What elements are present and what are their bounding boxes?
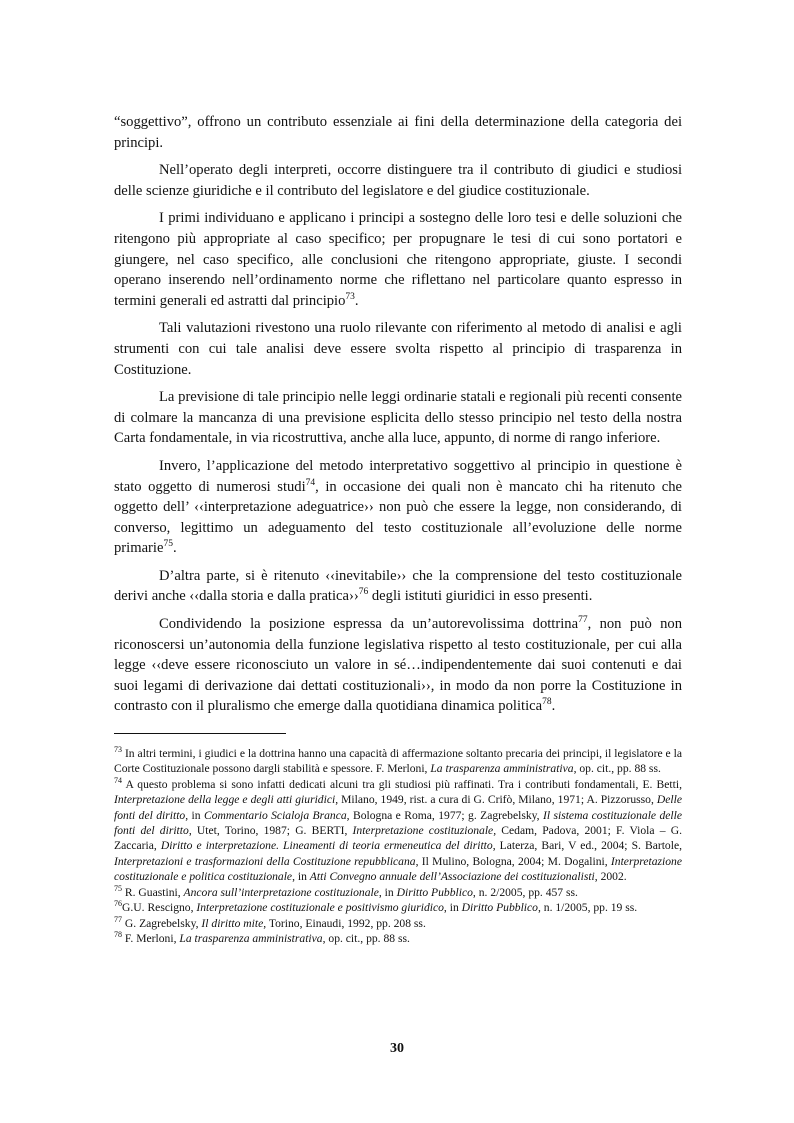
footnote-number: 73 xyxy=(114,745,122,755)
footnote-number: 76 xyxy=(114,899,122,909)
footnote-74: $^{74}$ A questo problema si sono infatti dedicati alcuni tra gli studiosi più raffinati. Tra i contributi fondamentali, E. Betti, Interpretazione della legge e degli atti giuridici, Milano, 1949, rist. a cura di G. Crifò, Milano, 1971; A. Pizzorusso, Delle fonti del diritto, in Commentario Scialoja Branca, Bologna e Roma, 1977; g. Zagrebelsky, Il sistema costituzionale delle fonti del diritto, Utet, Torino, 1987; G. BERTI, Interpretazione costituzionale, Cedam, Padova, 2001; F. Viola – G. Zaccaria, Diritto e interpretazione. Lineamenti di teoria ermeneutica del diritto, Laterza, Bari, V ed., 2004; S. Bartole, Interpretazioni e trasformazioni della Costituzione repubblicana, Il Mulino, Bologna, 2004; M. Dogalini, Interpretazione costituzionale e politica costituzionale, in Atti Convegno annuale dell’Associazione dei costituzionalisti, 2002. xyxy=(114,775,683,884)
page-body xyxy=(114,112,682,946)
footnote-number: 78 xyxy=(114,930,122,940)
footnote-ref-77[interactable]: 77 xyxy=(578,615,588,626)
footnote-73: $^{73}$ In altri termini, i giudici e la dottrina hanno una capacità di affermazione soltanto precaria dei principi, il legislatore e la Corte Costituzionale possono dargli stabilità e spessore. F. Merloni, La trasparenza amministrativa, op. cit., pp. 88 ss. xyxy=(114,745,682,776)
paragraph-3: Tali valutazioni rivestono una ruolo rilevante con riferimento al metodo di analisi e agli strumenti con cui tale analisi deve essere svolta rispetto al principio di trasparenza in Costituzione. xyxy=(114,320,682,378)
footnote-75: $^{75}$ R. Guastini, Ancora sull’interpretazione costituzionale, in Diritto Pubblico, n. 2/2005, pp. 457 ss. xyxy=(114,883,578,899)
paragraph-1: Nell’operato degli interpreti, occorre distinguere tra il contributo di giudici e studiosi delle scienze giuridiche e il contributo del legislatore e del giudice costituzionale. xyxy=(114,162,682,199)
paragraph-7: Condividendo la posizione espressa da un’autorevolissima dottrina$^{77}$, non può non riconoscersi un’autonomia della funzione legislativa rispetto al testo costituzionale, per cui alla legge ‹‹deve essere riconosciuto un valore in sé…indipendentemente dai suoi contenuti e dai suoi legami di derivazione dai dettati costituzionali››, in modo da non porre la Costituzione in contrasto con il pluralismo che emerge dalla quotidiana dinamica politica$^{78}$. xyxy=(114,615,683,715)
footnote-ref-73[interactable]: 73 xyxy=(345,291,355,302)
footnote-ref-74[interactable]: 74 xyxy=(305,477,316,488)
footnote-separator xyxy=(114,733,286,734)
paragraph-6: D’altra parte, si è ritenuto ‹‹inevitabile›› che la comprensione del testo costituzionale derivi anche ‹‹dalla storia e dalla pratica››$^{76}$ degli istituti giuridici in esso presenti. xyxy=(114,567,682,605)
footnote-77: $^{77}$ G. Zagrebelsky, Il diritto mite, Torino, Einaudi, 1992, pp. 208 ss. xyxy=(114,914,426,930)
footnote-number: 74 xyxy=(114,775,122,785)
footnote-number: 77 xyxy=(114,914,122,924)
paragraph-4: La previsione di tale principio nelle leggi ordinarie statali e regionali più recenti consente di colmare la mancanza di una previsione esplicita dello stesso principio nel testo della nostra Carta fondamentale, in via ricostruttiva, anche alla luce, appunto, di norme di rango inferiore. xyxy=(114,389,682,447)
paragraph-0: “soggettivo”, offrono un contributo essenziale ai fini della determinazione della categoria dei principi. xyxy=(114,114,682,151)
paragraph-5: Invero, l’applicazione del metodo interpretativo soggettivo al principio in questione è stato oggetto di numerosi studi$^{74}$, in occasione dei quali non è mancato chi ha ritenuto che oggetto dell’ ‹‹interpretazione adeguatrice›› non può che essere la legge, non considerando, di converso, legittimo un adeguamento del testo costituzionale all’evoluzione delle norme primarie$^{75}$. xyxy=(114,457,682,557)
footnote-ref-78[interactable]: 78 xyxy=(542,697,552,708)
paragraph-2: I primi individuano e applicano i principi a sostegno delle loro tesi e delle soluzioni che ritengono più appropriate al caso specifico; per propugnare le tesi di cui sono portatori e giungere, nel caso specifico, alle conclusioni che ritengono appropriate, giuste. I secondi operano inserendo nell’ordinamento norme che riflettano nel particolare quanto espresso in termini generali ed astratti dal principio$^{73}$. xyxy=(114,210,682,309)
footnote-ref-75[interactable]: 75 xyxy=(163,539,173,550)
footnote-78: $^{78}$ F. Merloni, La trasparenza amministrativa, op. cit., pp. 88 ss. xyxy=(114,930,410,945)
footnote-76: $^{76}$G.U. Rescigno, Interpretazione costituzionale e positivismo giuridico, in Diritto Pubblico, n. 1/2005, pp. 19 ss. xyxy=(114,899,638,915)
footnote-ref-76[interactable]: 76 xyxy=(358,587,369,598)
page-number: 30 xyxy=(390,1041,404,1056)
footnote-number: 75 xyxy=(114,883,122,893)
